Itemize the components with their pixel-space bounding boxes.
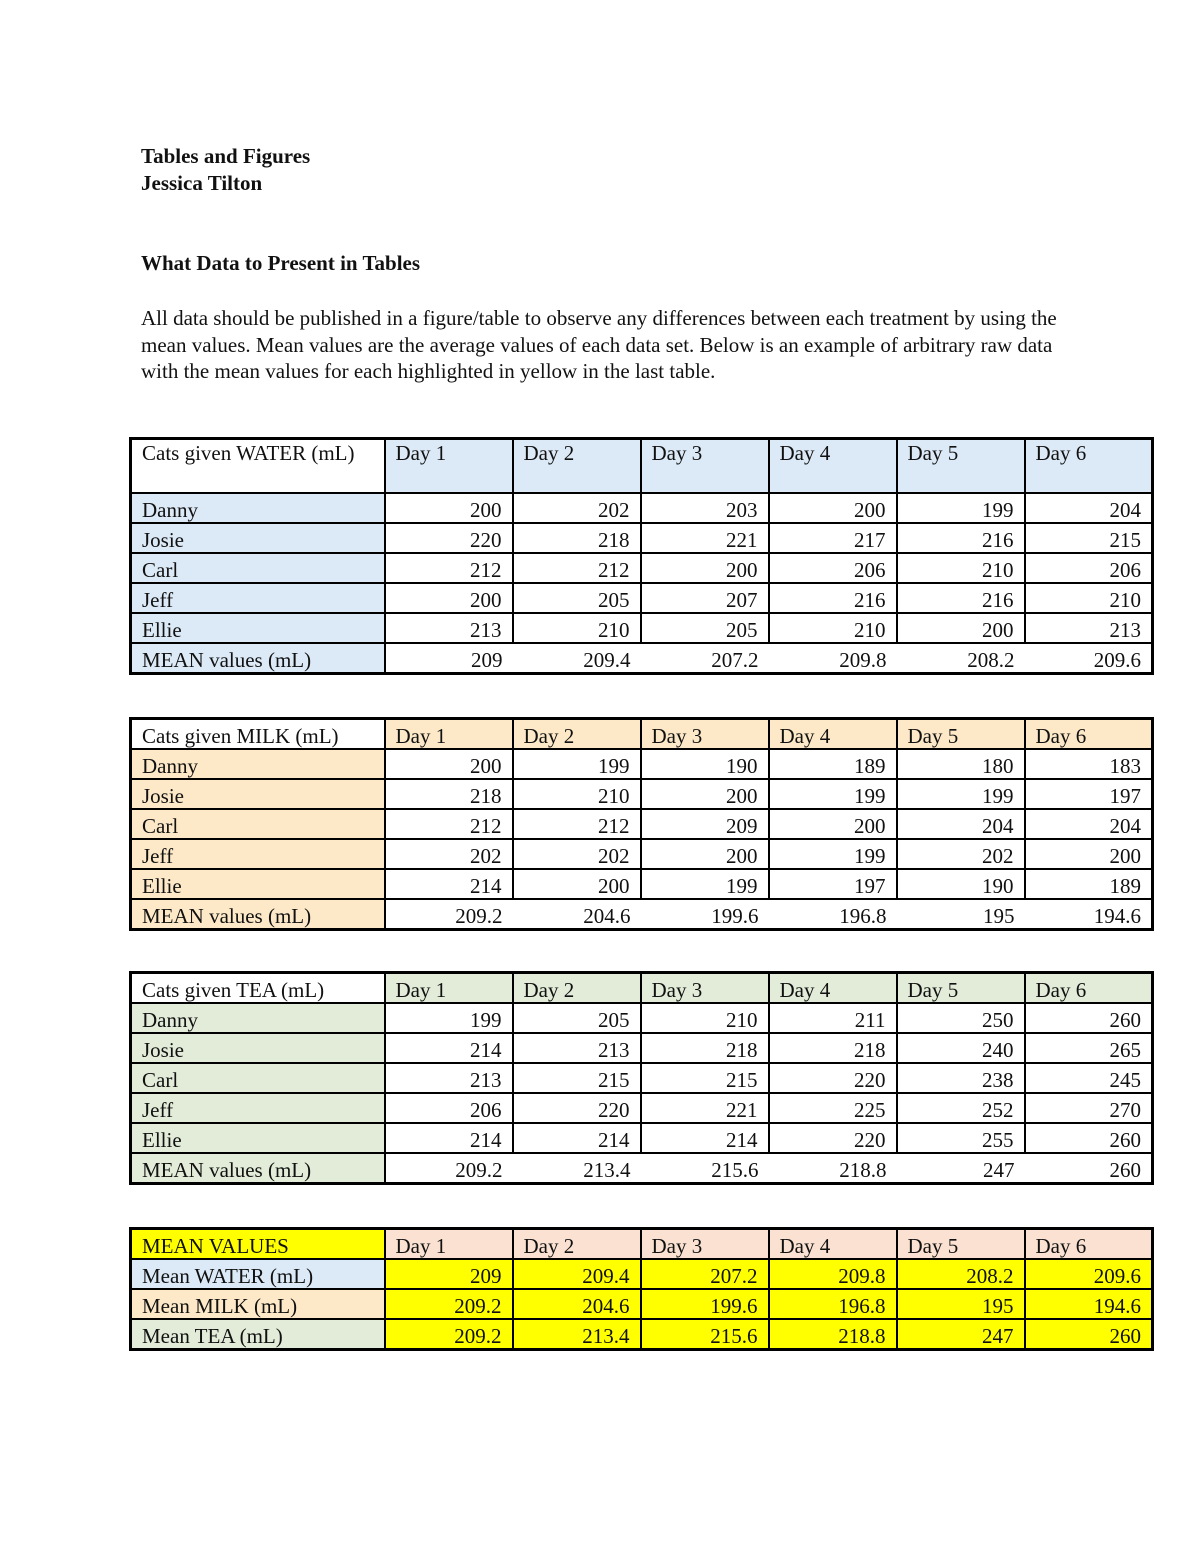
table-header-row [131, 973, 1153, 1004]
table-cell: 197 [1025, 779, 1153, 809]
table-cell: 203 [641, 493, 769, 523]
table-cell: 245 [1025, 1063, 1153, 1093]
highlighted-mean-cell: 204.6 [513, 1289, 641, 1319]
row-label: Jeff [131, 583, 385, 613]
table-header-row [131, 439, 1153, 494]
table-cell: 204 [897, 809, 1025, 839]
day-header: Day 4 [769, 973, 897, 1004]
mean-row-label: MEAN values (mL) [131, 643, 385, 674]
highlighted-mean-cell: 209.8 [769, 1259, 897, 1289]
mean-cell: 195 [897, 899, 1025, 930]
table-cell: 200 [897, 613, 1025, 643]
table-cell: 215 [641, 1063, 769, 1093]
table-cell: 213 [385, 1063, 513, 1093]
mean-cell: 247 [897, 1153, 1025, 1184]
summary-row-label: Mean WATER (mL) [131, 1259, 385, 1289]
table-cell: 216 [897, 583, 1025, 613]
table-cell: 200 [385, 583, 513, 613]
table-cell: 200 [769, 493, 897, 523]
mean-cell: 208.2 [897, 643, 1025, 674]
table-cell: 220 [513, 1093, 641, 1123]
highlighted-mean-cell: 208.2 [897, 1259, 1025, 1289]
highlighted-mean-cell: 209.2 [385, 1319, 513, 1350]
row-label: Josie [131, 779, 385, 809]
mean-cell: 199.6 [641, 899, 769, 930]
highlighted-mean-cell: 209.2 [385, 1289, 513, 1319]
table-cell: 211 [769, 1003, 897, 1033]
table-cell: 215 [1025, 523, 1153, 553]
table-cell: 205 [641, 613, 769, 643]
row-label: Jeff [131, 839, 385, 869]
table-cell: 210 [641, 1003, 769, 1033]
day-header: Day 5 [897, 1229, 1025, 1260]
table-cell: 250 [897, 1003, 1025, 1033]
table-cell: 265 [1025, 1033, 1153, 1063]
row-label: Jeff [131, 1093, 385, 1123]
table-row [131, 493, 1153, 523]
summary-header-row [131, 1229, 1153, 1260]
mean-row [131, 643, 1153, 674]
table-cell: 206 [769, 553, 897, 583]
mean-cell: 213.4 [513, 1153, 641, 1184]
table-row [131, 869, 1153, 899]
table-cell: 210 [1025, 583, 1153, 613]
day-header: Day 6 [1025, 973, 1153, 1004]
table-row [131, 1063, 1153, 1093]
row-label: Carl [131, 553, 385, 583]
table-cell: 238 [897, 1063, 1025, 1093]
table-cell: 200 [641, 839, 769, 869]
table-cell: 202 [897, 839, 1025, 869]
table-cell: 200 [1025, 839, 1153, 869]
mean-cell: 194.6 [1025, 899, 1153, 930]
row-label: Carl [131, 809, 385, 839]
tea-table [129, 971, 1154, 1185]
table-cell: 260 [1025, 1003, 1153, 1033]
table-cell: 225 [769, 1093, 897, 1123]
table-cell: 183 [1025, 749, 1153, 779]
table-cell: 199 [769, 779, 897, 809]
table-cell: 204 [1025, 809, 1153, 839]
day-header: Day 4 [769, 1229, 897, 1260]
table-title: Cats given MILK (mL) [131, 719, 385, 750]
table-cell: 199 [513, 749, 641, 779]
day-header: Day 1 [385, 439, 513, 494]
table-cell: 199 [641, 869, 769, 899]
mean-cell: 209 [385, 643, 513, 674]
document-header [141, 143, 310, 197]
table-cell: 200 [641, 553, 769, 583]
day-header: Day 2 [513, 1229, 641, 1260]
mean-cell: 215.6 [641, 1153, 769, 1184]
table-cell: 197 [769, 869, 897, 899]
table-cell: 218 [385, 779, 513, 809]
summary-row-label: Mean TEA (mL) [131, 1319, 385, 1350]
mean-row [131, 1153, 1153, 1184]
row-label: Ellie [131, 1123, 385, 1153]
table-cell: 255 [897, 1123, 1025, 1153]
day-header: Day 2 [513, 973, 641, 1004]
summary-title: MEAN VALUES [131, 1229, 385, 1260]
mean-row [131, 899, 1153, 930]
day-header: Day 5 [897, 439, 1025, 494]
table-row [131, 749, 1153, 779]
table-cell: 189 [1025, 869, 1153, 899]
water-table [129, 437, 1154, 675]
table-cell: 199 [769, 839, 897, 869]
highlighted-mean-cell: 199.6 [641, 1289, 769, 1319]
highlighted-mean-cell: 209.6 [1025, 1259, 1153, 1289]
table-cell: 218 [513, 523, 641, 553]
day-header: Day 1 [385, 973, 513, 1004]
mean-values-table [129, 1227, 1154, 1351]
table-cell: 212 [513, 553, 641, 583]
highlighted-mean-cell: 218.8 [769, 1319, 897, 1350]
table-cell: 220 [769, 1063, 897, 1093]
highlighted-mean-cell: 213.4 [513, 1319, 641, 1350]
mean-cell: 209.6 [1025, 643, 1153, 674]
row-label: Ellie [131, 869, 385, 899]
table-row [131, 1123, 1153, 1153]
table-row [131, 1033, 1153, 1063]
table-cell: 189 [769, 749, 897, 779]
milk-table [129, 717, 1154, 931]
table-cell: 220 [769, 1123, 897, 1153]
row-label: Josie [131, 523, 385, 553]
table-cell: 214 [385, 1123, 513, 1153]
mean-row-label: MEAN values (mL) [131, 899, 385, 930]
row-label: Danny [131, 493, 385, 523]
table-cell: 214 [385, 1033, 513, 1063]
table-header-row [131, 719, 1153, 750]
table-cell: 200 [385, 749, 513, 779]
day-header: Day 1 [385, 1229, 513, 1260]
highlighted-mean-cell: 215.6 [641, 1319, 769, 1350]
table-cell: 207 [641, 583, 769, 613]
table-cell: 200 [769, 809, 897, 839]
day-header: Day 2 [513, 719, 641, 750]
mean-cell: 209.2 [385, 899, 513, 930]
day-header: Day 3 [641, 719, 769, 750]
table-row [131, 779, 1153, 809]
table-row [131, 809, 1153, 839]
table-cell: 210 [513, 613, 641, 643]
table-cell: 220 [385, 523, 513, 553]
table-cell: 199 [897, 493, 1025, 523]
section-heading: What Data to Present in Tables [141, 251, 421, 275]
table-cell: 270 [1025, 1093, 1153, 1123]
table-cell: 212 [385, 553, 513, 583]
table-cell: 215 [513, 1063, 641, 1093]
day-header: Day 4 [769, 719, 897, 750]
summary-row [131, 1319, 1153, 1350]
table-cell: 199 [897, 779, 1025, 809]
table-cell: 212 [513, 809, 641, 839]
highlighted-mean-cell: 194.6 [1025, 1289, 1153, 1319]
table-cell: 214 [385, 869, 513, 899]
highlighted-mean-cell: 195 [897, 1289, 1025, 1319]
mean-cell: 209.2 [385, 1153, 513, 1184]
row-label: Carl [131, 1063, 385, 1093]
day-header: Day 3 [641, 439, 769, 494]
table-cell: 217 [769, 523, 897, 553]
day-header: Day 5 [897, 719, 1025, 750]
table-cell: 190 [641, 749, 769, 779]
table-cell: 260 [1025, 1123, 1153, 1153]
table-cell: 210 [769, 613, 897, 643]
highlighted-mean-cell: 209 [385, 1259, 513, 1289]
day-header: Day 2 [513, 439, 641, 494]
summary-row-label: Mean MILK (mL) [131, 1289, 385, 1319]
highlighted-mean-cell: 209.4 [513, 1259, 641, 1289]
table-row [131, 613, 1153, 643]
table-cell: 190 [897, 869, 1025, 899]
table-cell: 199 [385, 1003, 513, 1033]
day-header: Day 1 [385, 719, 513, 750]
row-label: Ellie [131, 613, 385, 643]
mean-cell: 207.2 [641, 643, 769, 674]
table-cell: 216 [769, 583, 897, 613]
table-cell: 214 [641, 1123, 769, 1153]
table-cell: 200 [513, 869, 641, 899]
mean-cell: 209.8 [769, 643, 897, 674]
day-header: Day 6 [1025, 1229, 1153, 1260]
table-title: Cats given TEA (mL) [131, 973, 385, 1004]
table-cell: 213 [1025, 613, 1153, 643]
day-header: Day 6 [1025, 439, 1153, 494]
table-cell: 213 [513, 1033, 641, 1063]
table-row [131, 553, 1153, 583]
mean-row-label: MEAN values (mL) [131, 1153, 385, 1184]
table-cell: 200 [385, 493, 513, 523]
table-cell: 240 [897, 1033, 1025, 1063]
table-cell: 202 [513, 839, 641, 869]
row-label: Danny [131, 1003, 385, 1033]
table-title: Cats given WATER (mL) [131, 439, 385, 494]
table-cell: 209 [641, 809, 769, 839]
highlighted-mean-cell: 247 [897, 1319, 1025, 1350]
document-author: Jessica Tilton [141, 171, 263, 195]
table-cell: 210 [897, 553, 1025, 583]
mean-cell: 260 [1025, 1153, 1153, 1184]
table-row [131, 1093, 1153, 1123]
table-cell: 212 [385, 809, 513, 839]
table-cell: 206 [1025, 553, 1153, 583]
table-cell: 200 [641, 779, 769, 809]
row-label: Josie [131, 1033, 385, 1063]
day-header: Day 6 [1025, 719, 1153, 750]
mean-cell: 218.8 [769, 1153, 897, 1184]
table-cell: 221 [641, 523, 769, 553]
table-cell: 206 [385, 1093, 513, 1123]
mean-cell: 196.8 [769, 899, 897, 930]
table-cell: 202 [385, 839, 513, 869]
highlighted-mean-cell: 260 [1025, 1319, 1153, 1350]
summary-row [131, 1289, 1153, 1319]
table-cell: 252 [897, 1093, 1025, 1123]
mean-cell: 209.4 [513, 643, 641, 674]
intro-paragraph: All data should be published in a figure/table to observe any differences between each treatment by using the mean values. Mean values are the average values of each data set. Below is an example of arbitrary raw data with the mean values for each highlighted in yellow in the last table. [141, 306, 1057, 383]
highlighted-mean-cell: 196.8 [769, 1289, 897, 1319]
highlighted-mean-cell: 207.2 [641, 1259, 769, 1289]
table-row [131, 523, 1153, 553]
table-row [131, 1003, 1153, 1033]
document-title: Tables and Figures [141, 144, 311, 168]
day-header: Day 3 [641, 1229, 769, 1260]
table-row [131, 583, 1153, 613]
table-cell: 213 [385, 613, 513, 643]
table-cell: 205 [513, 583, 641, 613]
summary-row [131, 1259, 1153, 1289]
table-cell: 214 [513, 1123, 641, 1153]
table-cell: 221 [641, 1093, 769, 1123]
mean-cell: 204.6 [513, 899, 641, 930]
table-cell: 205 [513, 1003, 641, 1033]
table-cell: 202 [513, 493, 641, 523]
day-header: Day 3 [641, 973, 769, 1004]
table-cell: 218 [641, 1033, 769, 1063]
day-header: Day 4 [769, 439, 897, 494]
day-header: Day 5 [897, 973, 1025, 1004]
table-cell: 210 [513, 779, 641, 809]
table-cell: 216 [897, 523, 1025, 553]
table-row [131, 839, 1153, 869]
table-cell: 218 [769, 1033, 897, 1063]
table-cell: 180 [897, 749, 1025, 779]
table-cell: 204 [1025, 493, 1153, 523]
row-label: Danny [131, 749, 385, 779]
